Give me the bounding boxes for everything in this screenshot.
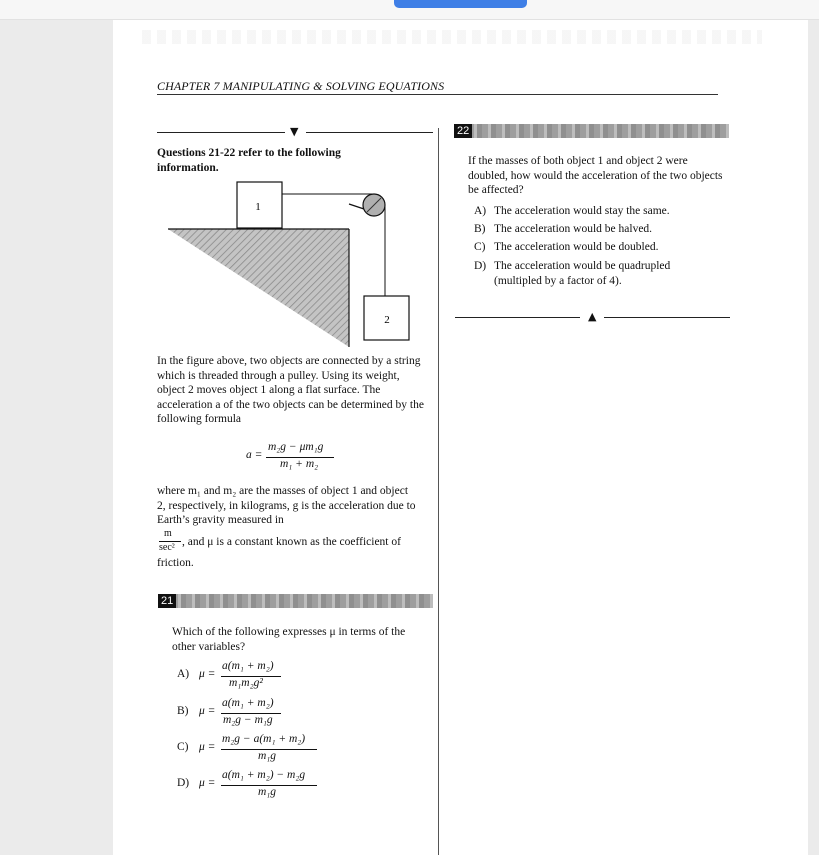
q21-option-b[interactable]: B) μ = a(m₁ + m₂) m₂g − m₁g bbox=[177, 697, 317, 729]
object-1-label: 1 bbox=[255, 201, 261, 213]
where-text-2: , and μ is a constant known as the coefficient of bbox=[182, 536, 401, 548]
right-bottom-rule-right bbox=[604, 317, 730, 318]
q22-stem: If the masses of both object 1 and object 2 were doubled, how would the acceleration of the two objects be affected? bbox=[468, 155, 723, 197]
pulley-figure bbox=[160, 175, 420, 350]
formula-lhs: a = bbox=[246, 449, 263, 461]
where-text: where m₁ and m₂ are the masses of object 1 and object 2, respectively, in kilograms, g is the acceleration due to Earth’s gravity measured in bbox=[157, 485, 416, 527]
q21-stem: Which of the following expresses μ in terms of the other variables? bbox=[172, 626, 406, 653]
intro-heading: Questions 21-22 refer to the following information. bbox=[157, 147, 341, 174]
q21-number: 21 bbox=[158, 594, 176, 608]
object-2-label: 2 bbox=[384, 314, 390, 326]
viewer-tab-button[interactable] bbox=[394, 0, 527, 8]
q22-number: 22 bbox=[454, 124, 472, 138]
q22-option-c[interactable]: C) The acceleration would be doubled. bbox=[474, 241, 659, 253]
left-top-rule-right bbox=[306, 132, 433, 133]
q22-option-d[interactable]: D) The acceleration would be quadrupled (multipled by a factor of 4). bbox=[474, 260, 671, 287]
viewer-top-bar bbox=[0, 0, 819, 20]
chapter-rule bbox=[157, 94, 718, 95]
blurred-page-header bbox=[142, 30, 762, 44]
q21-option-c[interactable]: C) μ = m₂g − a(m₁ + m₂) m₁g bbox=[177, 733, 327, 765]
down-marker: ▼ bbox=[290, 125, 299, 138]
right-bottom-rule bbox=[455, 317, 580, 318]
where-text-3: friction. bbox=[157, 557, 194, 569]
formula-denominator: m₁ + m₂ bbox=[280, 458, 319, 470]
q22-header-bar bbox=[454, 124, 729, 138]
q22-option-a[interactable]: A) The acceleration would stay the same. bbox=[474, 205, 670, 217]
gravity-unit: m sec² bbox=[158, 528, 184, 558]
acceleration-formula bbox=[246, 441, 346, 475]
chapter-header: CHAPTER 7 MANIPULATING & SOLVING EQUATIONS bbox=[157, 79, 445, 93]
column-divider bbox=[438, 128, 439, 855]
up-marker: ▲ bbox=[588, 310, 597, 323]
intro-paragraph: In the figure above, two objects are connected by a string which is threaded through a pulley. Using its weight, object 2 moves object 1 along a flat surface. The acceleration a of the two objects can be determined by the following formula bbox=[157, 355, 424, 426]
table-surface bbox=[168, 229, 349, 347]
formula-numerator: m₂g − μm₁g bbox=[268, 441, 324, 453]
q21-option-d[interactable]: D) μ = a(m₁ + m₂) − m₂g m₁g bbox=[177, 769, 327, 801]
left-top-rule bbox=[157, 132, 285, 133]
q22-option-b[interactable]: B) The acceleration would be halved. bbox=[474, 223, 653, 235]
q21-header-bar bbox=[158, 594, 433, 608]
q21-option-a[interactable]: A) μ = a(m₁ + m₂) m₁m₂g² bbox=[177, 660, 317, 692]
